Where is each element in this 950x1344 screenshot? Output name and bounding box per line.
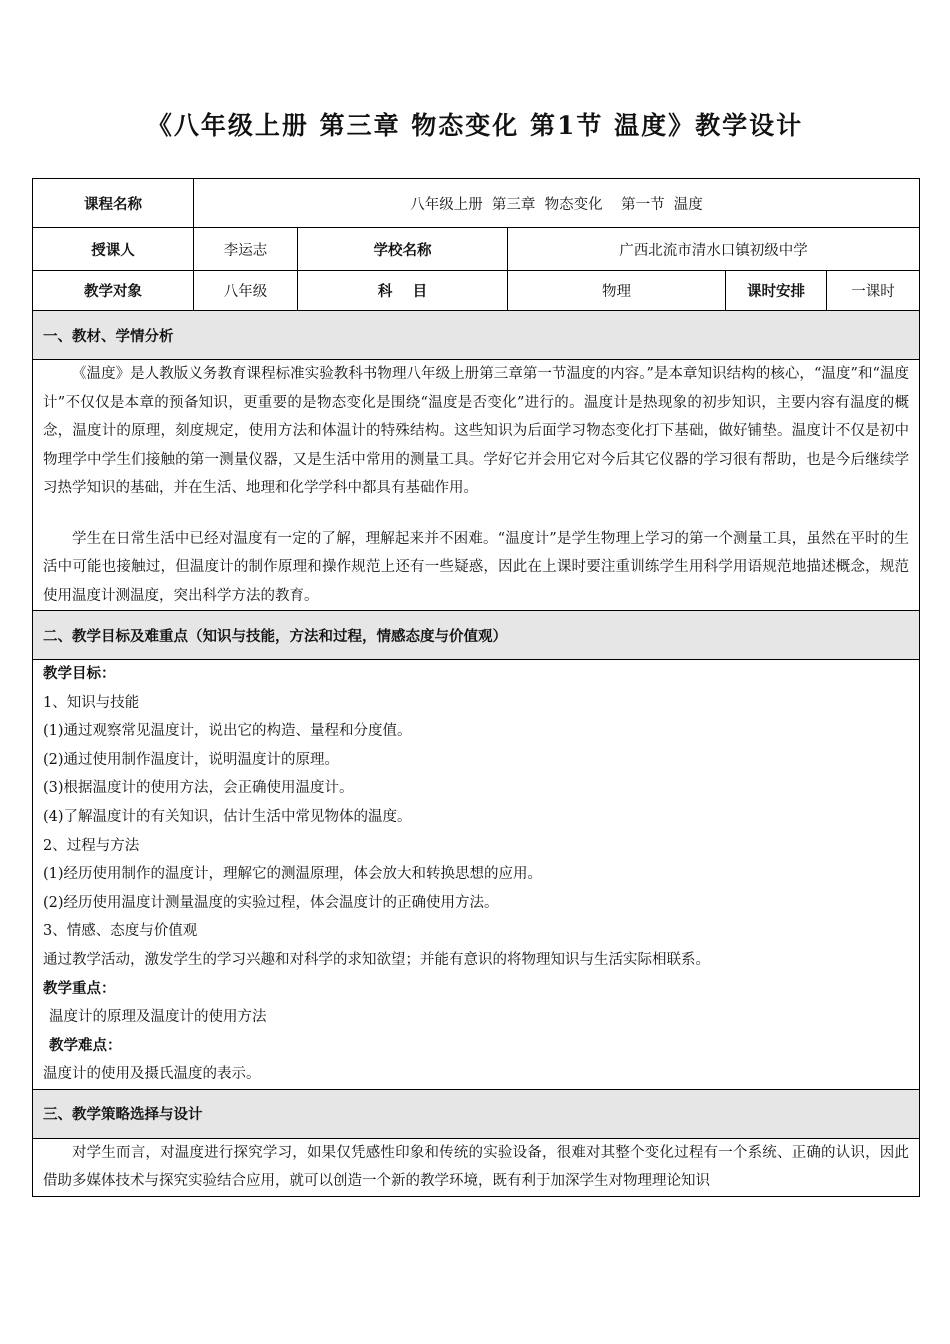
teacher-value: 李运志 [194, 228, 298, 271]
course-name-value: 八年级上册 第三章 物态变化 第一节 温度 [194, 179, 920, 228]
key-point-title: 教学重点： [43, 979, 116, 997]
goal-line: 通过教学活动，激发学生的学习兴趣和对科学的求知欲望；并能有意识的将物理知识与生活实际相联系。 [43, 951, 710, 968]
section3-paragraph-1: 对学生而言，对温度进行探究学习，如果仅凭感性印象和传统的实验设备，很难对其整个变化过程有一个系统、正确的认识，因此借助多媒体技术与探究实验结合应用，就可以创造一个新的教学环境，既有利于加深学生对物理理论知识 [43, 1144, 909, 1190]
document-title: 《八年级上册 第三章 物态变化 第1节 温度》教学设计 [146, 111, 804, 140]
hours-label: 课时安排 [726, 271, 827, 311]
target-value: 八年级 [194, 271, 298, 311]
subject-value: 物理 [508, 271, 726, 311]
goal-line: 3、情感、态度与价值观 [43, 923, 198, 940]
difficulty-title: 教学难点： [49, 1036, 122, 1054]
goal-line: (1)通过观察常见温度计，说出它的构造、量程和分度值。 [43, 723, 412, 740]
row-section1-body [33, 360, 920, 611]
section3-heading: 三、教学策略选择与设计 [33, 1089, 920, 1138]
course-name-label: 课程名称 [33, 179, 194, 228]
section3-body [33, 1138, 920, 1196]
hours-value: 一课时 [827, 271, 920, 311]
goal-line: (1)经历使用制作的温度计，理解它的测温原理，体会放大和转换思想的应用。 [43, 866, 543, 883]
section1-paragraph-1: 《温度》是人教版义务教育课程标准实验教科书物理八年级上册第三章第一节温度的内容。”是本章知识结构的核心，“温度”和“温度计”不仅仅是本章的预备知识，更重要的是物态变化是围绕“温度是否变化”进行的。温度计是热现象的初步知识，主要内容有温度的概念，温度计的原理，刻度规定，使用方法和体温计的特殊结构。这些知识为后面学习物态变化打下基础，做好铺垫。温度计不仅是初中物理学中学生们接触的第一测量仪器，又是生活中常用的测量工具。学好它并会用它对今后其它仪器的学习很有帮助，也是今后继续学习热学知识的基础，并在生活、地理和化学学科中都具有基础作用。 [43, 366, 909, 496]
section2-body [33, 660, 920, 1090]
difficulty-text: 温度计的使用及摄氏温度的表示。 [43, 1066, 261, 1083]
goal-line: 2、过程与方法 [43, 837, 140, 854]
section1-paragraph-2: 学生在日常生活中已经对温度有一定的了解，理解起来并不困难。“温度计”是学生物理上学习的第一个测量工具，虽然在平时的生活中可能也接触过，但温度计的制作原理和操作规范上还有一些疑惑，因此在上课时要注重训练学生用科学用语规范地描述概念，规范使用温度计测温度，突出科学方法的教育。 [43, 530, 909, 604]
school-value: 广西北流市清水口镇初级中学 [508, 228, 920, 271]
goal-line: (2)经历使用温度计测量温度的实验过程，体会温度计的正确使用方法。 [43, 894, 499, 911]
lesson-plan-table [32, 178, 920, 1197]
goal-line: (4)了解温度计的有关知识，估计生活中常见物体的温度。 [43, 808, 412, 825]
goal-title: 教学目标： [43, 665, 116, 682]
goal-line: (3)根据温度计的使用方法，会正确使用温度计。 [43, 780, 354, 797]
goal-line: 1、知识与技能 [43, 694, 140, 711]
row-section2-body [33, 660, 920, 1090]
row-course-name [33, 179, 920, 228]
row-section1-heading [33, 311, 920, 360]
section1-body [33, 360, 920, 611]
goal-line: (2)通过使用制作温度计，说明温度计的原理。 [43, 751, 340, 768]
school-label: 学校名称 [298, 228, 508, 271]
section1-heading: 一、教材、学情分析 [33, 311, 920, 360]
key-point-text: 温度计的原理及温度计的使用方法 [49, 1009, 267, 1026]
section2-heading: 二、教学目标及难重点（知识与技能，方法和过程，情感态度与价值观） [33, 611, 920, 660]
row-section3-heading [33, 1089, 920, 1138]
row-section2-heading [33, 611, 920, 660]
row-section3-body [33, 1138, 920, 1196]
subject-label: 科 目 [298, 271, 508, 311]
row-teacher [33, 228, 920, 271]
teacher-label: 授课人 [33, 228, 194, 271]
row-target [33, 271, 920, 311]
target-label: 教学对象 [33, 271, 194, 311]
